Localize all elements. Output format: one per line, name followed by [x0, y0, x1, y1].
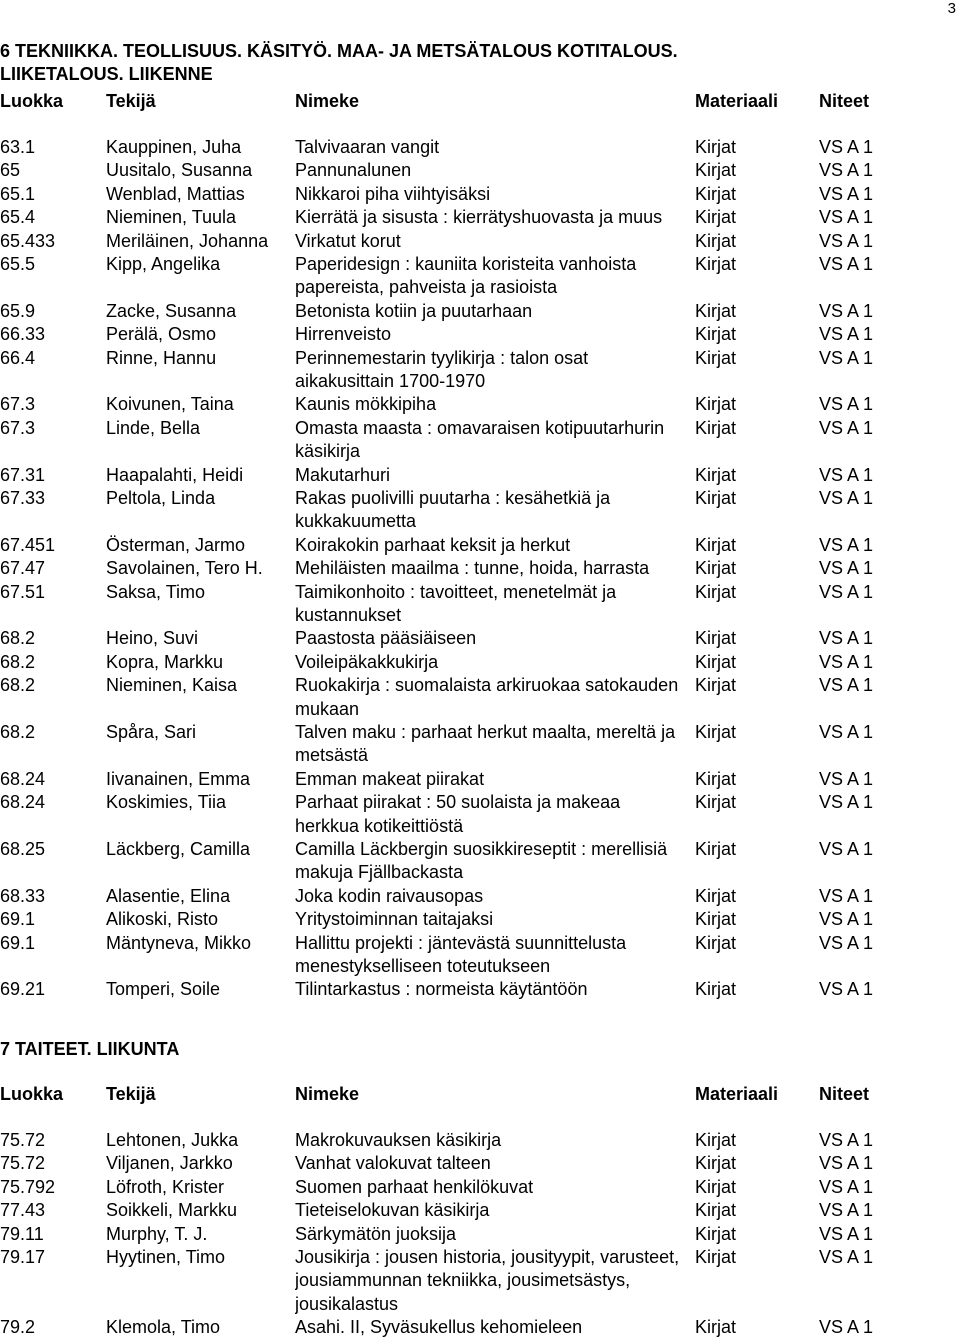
cell-tekija: Soikkeli, Markku: [106, 1200, 238, 1221]
cell-luokka: 67.3: [0, 394, 36, 415]
header-niteet: Niteet: [819, 1084, 870, 1104]
cell-materiaali: Kirjat: [695, 885, 737, 906]
cell-materiaali: Kirjat: [695, 254, 737, 274]
cell-luokka: 79.17: [0, 1247, 46, 1267]
cell-nimeke: [295, 159, 692, 182]
cell-tekija: Linde, Bella: [106, 417, 201, 438]
cell-nimeke: [295, 674, 692, 721]
table-row: [0, 674, 960, 719]
table-header-row: [0, 90, 960, 113]
cell-nimeke: [295, 721, 692, 768]
cell-nimeke: [295, 791, 692, 838]
cell-materiaali: Kirjat: [695, 394, 737, 415]
cell-luokka: 65.4: [0, 207, 36, 228]
nimeke-line: Suomen parhaat henkilökuvat: [295, 1176, 534, 1197]
cell-nimeke: [295, 253, 692, 300]
cell-nimeke: [295, 1199, 692, 1222]
cell-niteet: VS A 1: [819, 183, 874, 204]
cell-tekija: Peltola, Linda: [106, 488, 216, 508]
table-row: [0, 1176, 960, 1199]
cell-tekija: Haapalahti, Heidi: [106, 464, 244, 485]
cell-materiaali: Kirjat: [695, 160, 737, 181]
table-row: [0, 1223, 960, 1246]
cell-nimeke: [295, 1246, 692, 1316]
cell-tekija: Perälä, Osmo: [106, 324, 217, 345]
nimeke-line: Emman makeat piirakat: [295, 768, 485, 789]
cell-niteet: VS A 1: [819, 1223, 874, 1244]
table-row: [0, 230, 960, 253]
cell-luokka: 67.33: [0, 488, 46, 508]
cell-nimeke: [295, 464, 692, 487]
cell-niteet: VS A 1: [819, 488, 874, 508]
cell-luokka: 67.47: [0, 558, 46, 579]
cell-niteet: VS A 1: [819, 909, 874, 930]
cell-luokka: 77.43: [0, 1200, 46, 1221]
cell-niteet: VS A 1: [819, 464, 874, 485]
cell-tekija: Österman, Jarmo: [106, 534, 246, 555]
nimeke-line: Asahi. II, Syväsukellus kehomieleen: [295, 1317, 583, 1338]
nimeke-line: Tilintarkastus : normeista käytäntöön: [295, 979, 588, 1000]
header-tekija: Tekijä: [106, 1084, 156, 1104]
nimeke-line: menestykselliseen toteutukseen: [295, 955, 551, 976]
nimeke-line: Taimikonhoito : tavoitteet, menetelmät ja: [295, 581, 617, 602]
cell-luokka: 79.11: [0, 1223, 44, 1244]
cell-nimeke: [295, 838, 692, 885]
nimeke-line: makuja Fjällbackasta: [295, 862, 464, 883]
nimeke-line: Särkymätön juoksija: [295, 1223, 457, 1244]
cell-nimeke: [295, 230, 692, 253]
table-row: [0, 791, 960, 836]
nimeke-line: metsästä: [295, 745, 369, 766]
cell-nimeke: [295, 347, 692, 394]
cell-materiaali: Kirjat: [695, 768, 737, 789]
cell-niteet: VS A 1: [819, 347, 874, 368]
cell-materiaali: Kirjat: [695, 1317, 737, 1338]
nimeke-line: Makrokuvauksen käsikirja: [295, 1130, 502, 1150]
cell-nimeke: [295, 487, 692, 534]
cell-nimeke: [295, 1316, 692, 1339]
cell-luokka: 69.1: [0, 932, 36, 953]
nimeke-line: Rakas puolivilli puutarha : kesähetkiä ja: [295, 488, 611, 508]
cell-luokka: 69.21: [0, 979, 46, 1000]
cell-luokka: 75.72: [0, 1153, 46, 1174]
nimeke-line: Pannunalunen: [295, 160, 412, 181]
nimeke-line: Joka kodin raivausopas: [295, 885, 484, 906]
header-luokka: Luokka: [0, 1084, 64, 1104]
cell-niteet: VS A 1: [819, 979, 874, 1000]
cell-nimeke: [295, 206, 692, 229]
table-row: [0, 721, 960, 766]
cell-nimeke: [295, 1152, 692, 1175]
cell-materiaali: Kirjat: [695, 417, 737, 438]
cell-nimeke: [295, 1129, 692, 1152]
nimeke-line: Kaunis mökkipiha: [295, 394, 437, 415]
cell-tekija: Rinne, Hannu: [106, 347, 217, 368]
cell-niteet: VS A 1: [819, 581, 874, 602]
nimeke-line: Voileipäkakkukirja: [295, 651, 439, 672]
cell-materiaali: Kirjat: [695, 183, 737, 204]
nimeke-line: Koirakokin parhaat keksit ja herkut: [295, 534, 571, 555]
table-row: [0, 323, 960, 346]
cell-niteet: VS A 1: [819, 207, 874, 228]
cell-luokka: 65.433: [0, 230, 56, 251]
nimeke-line: Tieteiselokuvan käsikirja: [295, 1200, 490, 1221]
cell-niteet: VS A 1: [819, 230, 874, 251]
table-row: [0, 206, 960, 229]
cell-materiaali: Kirjat: [695, 488, 737, 508]
cell-tekija: Nieminen, Kaisa: [106, 675, 238, 696]
cell-luokka: 68.24: [0, 792, 46, 813]
cell-tekija: Tomperi, Soile: [106, 979, 221, 1000]
cell-luokka: 66.4: [0, 347, 36, 368]
cell-niteet: VS A 1: [819, 675, 874, 696]
cell-nimeke: [295, 300, 692, 323]
cell-materiaali: Kirjat: [695, 628, 737, 649]
cell-luokka: 63.1: [0, 137, 36, 157]
cell-niteet: VS A 1: [819, 417, 874, 438]
cell-tekija: Kopra, Markku: [106, 651, 224, 672]
cell-luokka: 65.5: [0, 254, 36, 274]
table-row: [0, 932, 960, 976]
table-row: [0, 183, 960, 206]
cell-materiaali: Kirjat: [695, 1247, 737, 1267]
cell-niteet: VS A 1: [819, 300, 874, 321]
cell-materiaali: Kirjat: [695, 324, 737, 345]
header-nimeke: Nimeke: [295, 1084, 360, 1104]
nimeke-line: Hallittu projekti : jäntevästä suunnittelusta: [295, 932, 627, 953]
cell-tekija: Klemola, Timo: [106, 1317, 221, 1338]
cell-materiaali: Kirjat: [695, 1176, 737, 1197]
cell-tekija: Savolainen, Tero H.: [106, 558, 263, 579]
cell-niteet: VS A 1: [819, 839, 874, 859]
cell-tekija: Alikoski, Risto: [106, 909, 219, 930]
cell-materiaali: Kirjat: [695, 230, 737, 251]
table-row: [0, 768, 960, 791]
cell-materiaali: Kirjat: [695, 1223, 737, 1244]
table-row: [0, 627, 960, 650]
cell-luokka: 67.51: [0, 581, 46, 602]
cell-tekija: Nieminen, Tuula: [106, 207, 237, 228]
table-row: [0, 136, 960, 159]
cell-niteet: VS A 1: [819, 628, 874, 649]
table-row: [0, 159, 960, 182]
nimeke-line: Vanhat valokuvat talteen: [295, 1153, 491, 1174]
cell-niteet: VS A 1: [819, 160, 874, 181]
cell-materiaali: Kirjat: [695, 300, 737, 321]
nimeke-line: Ruokakirja : suomalaista arkiruokaa satokauden: [295, 675, 679, 696]
nimeke-line: jousiammunnan tekniikka, jousimetsästys,: [295, 1270, 631, 1291]
nimeke-line: Yritystoiminnan taitajaksi: [295, 909, 494, 930]
cell-materiaali: Kirjat: [695, 932, 737, 953]
cell-luokka: 69.1: [0, 909, 36, 930]
cell-materiaali: Kirjat: [695, 651, 737, 672]
cell-tekija: Lehtonen, Jukka: [106, 1130, 239, 1150]
cell-luokka: 68.2: [0, 675, 36, 696]
cell-materiaali: Kirjat: [695, 675, 737, 696]
table-row: [0, 347, 960, 391]
nimeke-line: Makutarhuri: [295, 464, 391, 485]
table-row: [0, 885, 960, 908]
cell-nimeke: [295, 651, 692, 674]
cell-materiaali: Kirjat: [695, 347, 737, 368]
cell-materiaali: Kirjat: [695, 137, 737, 157]
nimeke-line: aikakusittain 1700-1970: [295, 370, 486, 391]
cell-luokka: 67.31: [0, 464, 46, 485]
nimeke-line: Nikkaroi piha viihtyisäksi: [295, 183, 491, 204]
cell-materiaali: Kirjat: [695, 534, 737, 555]
cell-nimeke: [295, 393, 692, 416]
cell-niteet: VS A 1: [819, 1247, 874, 1267]
table-row: [0, 1246, 960, 1314]
cell-materiaali: Kirjat: [695, 1130, 737, 1150]
cell-tekija: Iivanainen, Emma: [106, 768, 251, 789]
cell-luokka: 66.33: [0, 324, 46, 345]
cell-nimeke: [295, 627, 692, 650]
cell-materiaali: Kirjat: [695, 558, 737, 579]
cell-nimeke: [295, 534, 692, 557]
section-title: 7 TAITEET. LIIKUNTA: [0, 1039, 180, 1059]
cell-luokka: 79.2: [0, 1317, 36, 1338]
cell-niteet: VS A 1: [819, 885, 874, 906]
section-title: LIIKETALOUS. LIIKENNE: [0, 64, 213, 85]
cell-luokka: 68.2: [0, 651, 36, 672]
cell-tekija: Koivunen, Taina: [106, 394, 234, 415]
header-nimeke: Nimeke: [295, 91, 360, 111]
cell-niteet: VS A 1: [819, 651, 874, 672]
cell-materiaali: Kirjat: [695, 207, 737, 228]
cell-materiaali: Kirjat: [695, 979, 737, 1000]
cell-niteet: VS A 1: [819, 792, 874, 813]
cell-niteet: VS A 1: [819, 1153, 874, 1174]
table-row: [0, 534, 960, 557]
cell-luokka: 67.451: [0, 534, 56, 555]
nimeke-line: mukaan: [295, 698, 360, 719]
cell-nimeke: [295, 581, 692, 628]
cell-niteet: VS A 1: [819, 1130, 874, 1150]
cell-nimeke: [295, 323, 692, 346]
table-row: [0, 393, 960, 416]
table-row: [0, 417, 960, 462]
cell-luokka: 68.33: [0, 885, 46, 906]
nimeke-line: Hirrenveisto: [295, 324, 392, 345]
cell-nimeke: [295, 136, 692, 159]
table-row: [0, 464, 960, 487]
cell-materiaali: Kirjat: [695, 792, 737, 813]
cell-luokka: 68.24: [0, 768, 46, 789]
cell-nimeke: [295, 557, 692, 580]
cell-nimeke: [295, 768, 692, 791]
table-row: [0, 908, 960, 931]
nimeke-line: Paastosta pääsiäiseen: [295, 628, 477, 649]
cell-luokka: 67.3: [0, 417, 36, 438]
cell-materiaali: Kirjat: [695, 1153, 737, 1174]
nimeke-line: herkkua kotikeittiöstä: [295, 815, 464, 836]
table-row: [0, 557, 960, 580]
cell-materiaali: Kirjat: [695, 464, 737, 485]
table-row: [0, 581, 960, 625]
nimeke-line: Parhaat piirakat : 50 suolaista ja makeaa: [295, 792, 621, 813]
table-row: [0, 651, 960, 674]
header-niteet: Niteet: [819, 91, 870, 111]
cell-tekija: Koskimies, Tiia: [106, 792, 227, 813]
cell-nimeke: [295, 932, 692, 979]
cell-niteet: VS A 1: [819, 768, 874, 789]
cell-nimeke: [295, 1223, 692, 1246]
cell-materiaali: Kirjat: [695, 722, 737, 742]
cell-tekija: Kipp, Angelika: [106, 254, 221, 274]
cell-luokka: 68.2: [0, 722, 36, 742]
cell-niteet: VS A 1: [819, 722, 874, 742]
cell-nimeke: [295, 183, 692, 206]
cell-nimeke: [295, 885, 692, 908]
nimeke-line: Mehiläisten maailma : tunne, hoida, harrasta: [295, 558, 650, 579]
cell-tekija: Kauppinen, Juha: [106, 137, 242, 157]
nimeke-line: Betonista kotiin ja puutarhaan: [295, 300, 533, 321]
cell-niteet: VS A 1: [819, 394, 874, 415]
section-title: 6 TEKNIIKKA. TEOLLISUUS. KÄSITYÖ. MAA- JA METSÄTALOUS KOTITALOUS.: [0, 41, 678, 61]
cell-nimeke: [295, 978, 692, 1001]
cell-tekija: Zacke, Susanna: [106, 300, 237, 321]
nimeke-line: käsikirja: [295, 441, 361, 462]
cell-niteet: VS A 1: [819, 534, 874, 555]
cell-niteet: VS A 1: [819, 1200, 874, 1221]
cell-luokka: 65.1: [0, 183, 36, 204]
nimeke-line: jousikalastus: [295, 1293, 399, 1314]
cell-tekija: Viljanen, Jarkko: [106, 1153, 233, 1174]
cell-tekija: Alasentie, Elina: [106, 885, 231, 906]
cell-tekija: Murphy, T. J.: [106, 1223, 208, 1244]
header-materiaali: Materiaali: [695, 1084, 779, 1104]
header-materiaali: Materiaali: [695, 91, 779, 111]
nimeke-line: Jousikirja : jousen historia, jousityypit, varusteet,: [295, 1247, 680, 1267]
cell-materiaali: Kirjat: [695, 1200, 737, 1221]
cell-nimeke: [295, 417, 692, 464]
table-row: [0, 838, 960, 883]
cell-luokka: 65: [0, 160, 21, 181]
cell-nimeke: [295, 1176, 692, 1199]
table-row: [0, 253, 960, 298]
nimeke-line: Virkatut korut: [295, 230, 401, 251]
table-row: [0, 1152, 960, 1175]
table-header-row: [0, 1083, 960, 1106]
cell-tekija: Löfroth, Krister: [106, 1176, 225, 1197]
nimeke-line: Talven maku : parhaat herkut maalta, mereltä ja: [295, 722, 676, 742]
cell-niteet: VS A 1: [819, 324, 874, 345]
table-row: [0, 487, 960, 532]
cell-tekija: Heino, Suvi: [106, 628, 199, 649]
table-row: [0, 978, 960, 1001]
cell-niteet: VS A 1: [819, 1176, 874, 1197]
nimeke-line: kukkakuumetta: [295, 511, 417, 532]
table-row: [0, 1199, 960, 1222]
cell-nimeke: [295, 908, 692, 931]
nimeke-line: Talvivaaran vangit: [295, 137, 440, 157]
cell-luokka: 68.2: [0, 628, 36, 649]
nimeke-line: Omasta maasta : omavaraisen kotipuutarhurin: [295, 417, 665, 438]
nimeke-line: Perinnemestarin tyylikirja : talon osat: [295, 347, 589, 368]
nimeke-line: Paperidesign : kauniita koristeita vanhoista: [295, 254, 637, 274]
cell-niteet: VS A 1: [819, 1317, 874, 1338]
cell-materiaali: Kirjat: [695, 909, 737, 930]
nimeke-line: Camilla Läckbergin suosikkireseptit : merellisiä: [295, 839, 668, 859]
nimeke-line: Kierrätä ja sisusta : kierrätyshuovasta ja muus: [295, 207, 663, 228]
table-row: [0, 1129, 960, 1152]
cell-luokka: 75.72: [0, 1130, 46, 1150]
cell-tekija: Wenblad, Mattias: [106, 183, 245, 204]
cell-niteet: VS A 1: [819, 558, 874, 579]
page-number: 3: [947, 0, 956, 17]
cell-tekija: Spåra, Sari: [106, 722, 197, 742]
cell-niteet: VS A 1: [819, 932, 874, 953]
cell-luokka: 75.792: [0, 1176, 56, 1197]
nimeke-line: kustannukset: [295, 604, 402, 625]
cell-niteet: VS A 1: [819, 254, 874, 274]
cell-materiaali: Kirjat: [695, 839, 737, 859]
table-row: [0, 300, 960, 323]
cell-tekija: Meriläinen, Johanna: [106, 230, 269, 251]
cell-tekija: Läckberg, Camilla: [106, 839, 251, 859]
table-row: [0, 1316, 960, 1339]
header-luokka: Luokka: [0, 91, 64, 111]
cell-tekija: Uusitalo, Susanna: [106, 160, 253, 181]
cell-niteet: VS A 1: [819, 137, 874, 157]
cell-tekija: Hyytinen, Timo: [106, 1247, 226, 1267]
cell-materiaali: Kirjat: [695, 581, 737, 602]
cell-luokka: 65.9: [0, 300, 36, 321]
cell-luokka: 68.25: [0, 839, 46, 859]
cell-tekija: Mäntyneva, Mikko: [106, 932, 252, 953]
nimeke-line: papereista, pahveista ja rasioista: [295, 277, 558, 298]
header-tekija: Tekijä: [106, 91, 156, 111]
cell-tekija: Saksa, Timo: [106, 581, 206, 602]
